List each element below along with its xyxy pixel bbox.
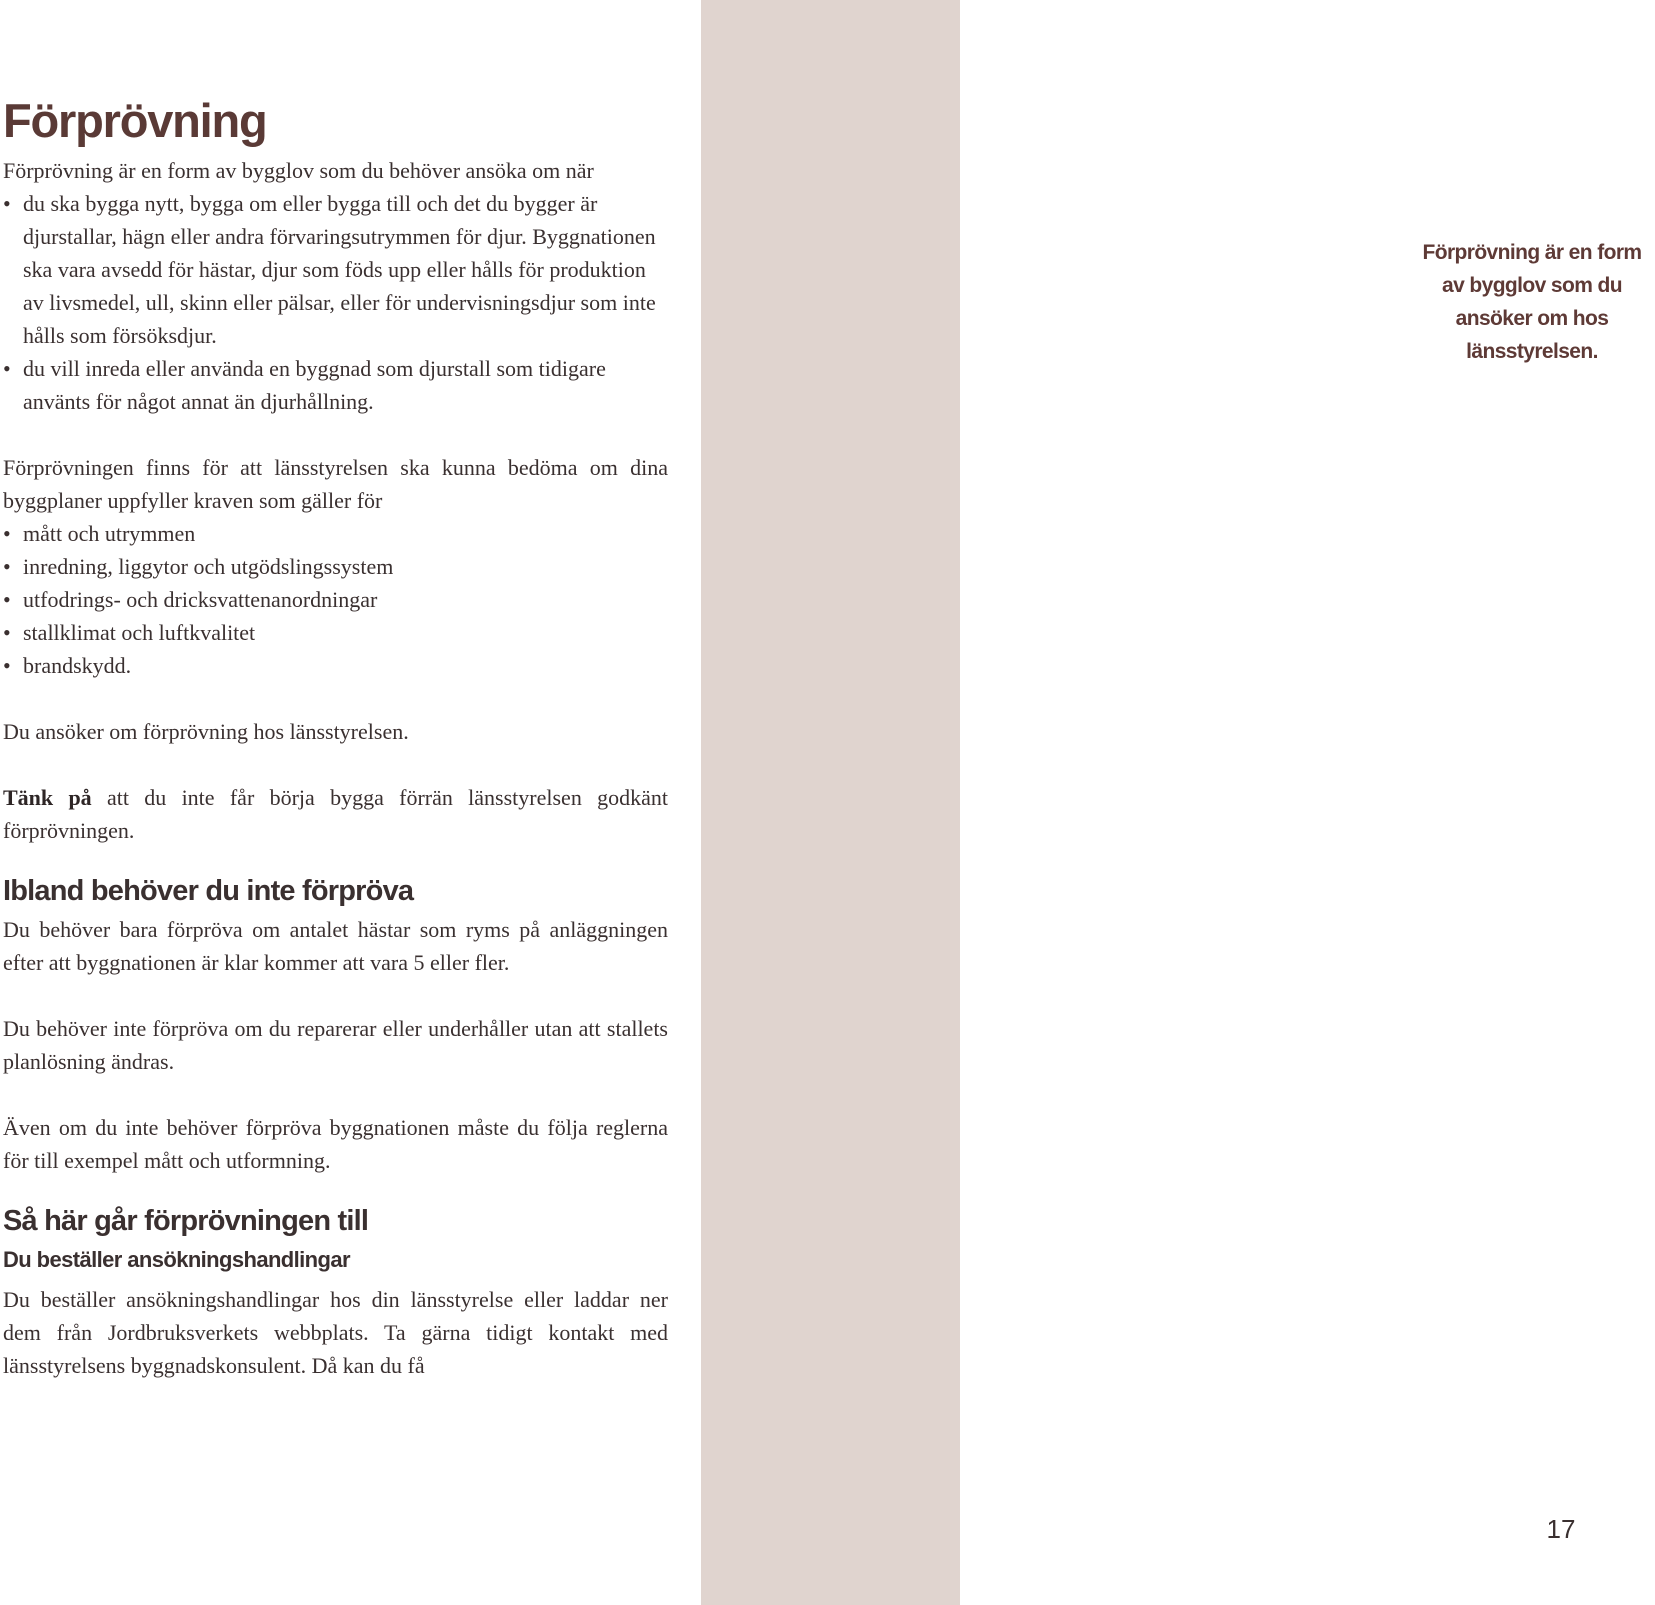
intro-paragraph: Förprövning är en form av bygglov som du behöver ansöka om när [3,158,594,183]
bullet-icon: • [3,587,11,612]
bullet-icon: • [3,554,11,579]
list-item-text: utfodrings- och dricksvattenanordningar [23,587,378,612]
bullet-icon: • [3,356,11,381]
spacer [3,979,668,1012]
spacer [3,682,668,715]
list-item [3,649,668,682]
bullet-icon: • [3,653,11,678]
list-item [3,517,668,550]
sidebar-pullquote: Förprövning är en form av bygglov som du ansöker om hos länsstyrelsen. [1422,241,1642,363]
spacer [3,1078,668,1111]
bullet-icon: • [3,521,11,546]
exemptions-paragraph-1: Du behöver bara förpröva om antalet hästar som ryms på anläggningen efter att byggnationen är klar kommer att vara 5 eller fler. [3,917,668,975]
list-item-text: inredning, liggytor och utgödslingssystem [23,554,394,579]
exemptions-paragraph-2: Du behöver inte förpröva om du reparerar eller underhåller utan att stallets planlösning ändras. [3,1016,668,1074]
list-item-text: mått och utrymmen [23,521,196,546]
exemptions-paragraph-3: Även om du inte behöver förpröva byggnationen måste du följa reglerna för till exempel mått och utformning. [3,1115,668,1173]
list-item [3,187,668,352]
main-content [3,92,668,1382]
list-item [3,583,668,616]
section-heading-process: Så här går förprövningen till [3,1205,369,1237]
note-text: att du inte får börja bygga förrän länsstyrelsen godkänt förprövningen. [3,785,668,843]
list-item-text: du ska bygga nytt, bygga om eller bygga till och det du bygger är djurstallar, hägn eller andra förvaringsutrymmen för djur. Byggnationen ska vara avsedd för hästar, djur som föds upp eller hålls för produktion av livsmedel, ull, skinn eller pälsar, eller för undervisningsdjur som inte hålls som försöksdjur. [23,191,656,348]
subheading-application-documents: Du beställer ansökningshandlingar [3,1247,350,1272]
bullet-icon: • [3,191,11,216]
list-item [3,352,668,418]
spacer [3,418,668,451]
intro-bullet-list [3,187,668,418]
process-paragraph-1: Du beställer ansökningshandlingar hos din länsstyrelse eller laddar ner dem från Jordbruksverkets webbplats. Ta gärna tidigt kontakt med länsstyrelsens byggnadskonsulent. Då kan du få [3,1287,668,1378]
page-number: 17 [1546,1514,1576,1544]
note-paragraph [3,781,668,847]
section-heading-exemptions: Ibland behöver du inte förpröva [3,875,414,907]
bullet-icon: • [3,620,11,645]
list-item-text: stallklimat och luftkvalitet [23,620,256,645]
list-item-text: brandskydd. [23,653,132,678]
note-label: Tänk på [3,785,92,810]
list-item-text: du vill inreda eller använda en byggnad som djurstall som tidigare använts för något annat än djurhållning. [23,356,606,414]
page-title: Förprövning [3,94,267,147]
list-item [3,550,668,583]
list-item [3,616,668,649]
sidebar-panel [701,0,1642,1605]
purpose-paragraph: Förprövningen finns för att länsstyrelsen ska kunna bedöma om dina byggplaner uppfyller kraven som gäller för [3,455,668,513]
apply-paragraph: Du ansöker om förprövning hos länsstyrelsen. [3,719,409,744]
requirements-bullet-list [3,517,668,682]
spacer [3,748,668,781]
